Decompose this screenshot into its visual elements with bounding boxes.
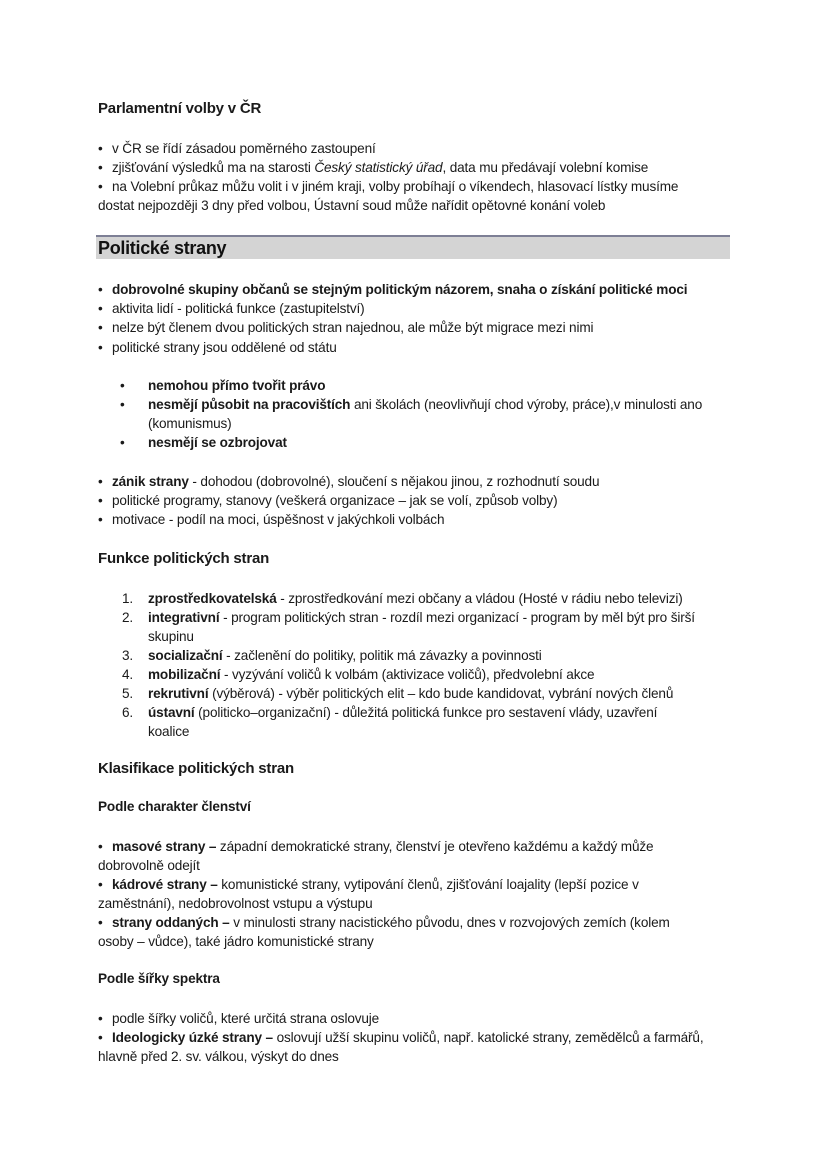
bullet-icon: • [120,378,125,393]
subheading-spectrum: Podle šířky spektra [98,971,220,986]
list-item [98,1028,703,1047]
list-item [98,280,687,299]
bullet-icon: • [120,397,125,412]
item-bold: masové strany – [112,839,217,854]
item-bold: nesmějí se ozbrojovat [148,435,287,450]
item-text: na Volební průkaz můžu volit i v jiném kraji, volby probíhají o víkendech, hlasovací lístky musíme [112,179,679,194]
list-item: • politické programy, stanovy (veškerá organizace – jak se volí, způsob volby) [98,491,557,510]
item-bold: nesmějí působit na pracovištích [148,397,351,412]
item-number: 5. [122,686,134,701]
item-text: - vyzývání voličů k volbám (aktivizace voličů), předvolební akce [220,667,595,682]
item-text: (výběrová) - výběr politických elit – kdo bude kandidovat, vybrání nových členů [208,686,674,701]
list-item [98,875,639,894]
list-item-continuation: zaměstnání), nedobrovolnost vstupu a výstupu [98,896,373,911]
list-item [98,837,653,856]
item-text: ani školách (neovlivňují chod výroby, práce),v minulosti ano [350,397,703,412]
item-bold: dobrovolné skupiny občanů se stejným politickým názorem, snaha o získání politické moci [112,282,688,297]
item-bold: kádrové strany – [112,877,218,892]
item-bold: zprostředkovatelská [148,591,277,606]
item-text: v minulosti strany nacistického původu, dnes v rozvojových zemích (kolem [229,915,670,930]
item-text: - začlenění do politiky, politik má závazky a povinnosti [222,648,542,663]
item-bold: mobilizační [148,667,221,682]
item-text: - program politických stran - rozdíl mezi organizací - program by měl být pro širší [219,610,695,625]
item-italic: Český statistický úřad [314,160,443,175]
item-text: komunistické strany, vytipování členů, zjišťování loajality (lepší pozice v [217,877,639,892]
heading-political-parties: Politické strany [98,238,227,258]
list-item [98,139,376,158]
numbered-item [122,589,683,608]
heading-parliamentary-elections: Parlamentní volby v ČR [98,100,262,117]
bullet-icon: • [120,435,125,450]
item-number: 4. [122,667,134,682]
item-text: - dohodou (dobrovolné), sloučení s nějakou jinou, z rozhodnutí soudu [188,474,600,489]
item-number: 1. [122,591,134,606]
item-bold: strany oddaných – [112,915,230,930]
item-bold: zánik strany [112,474,189,489]
numbered-item [122,646,542,665]
sub-list-item [120,395,702,414]
item-bold: nemohou přímo tvořit právo [148,378,326,393]
list-item [98,913,670,932]
numbered-item [122,665,594,684]
list-item: • nelze být členem dvou politických stran najednou, ale může být migrace mezi nimi [98,318,593,337]
numbered-item [122,608,695,627]
section-heading-band [96,235,730,259]
list-item: • podle šířky voličů, které určitá strana oslovuje [98,1009,379,1028]
numbered-item [122,703,657,722]
item-bold: socializační [148,648,223,663]
list-item: • aktivita lidí - politická funkce (zastupitelství) [98,299,365,318]
item-text: západní demokratické strany, členství je otevřeno každému a každý může [216,839,654,854]
list-item-continuation: osoby – vůdce), také jádro komunistické strany [98,934,374,949]
item-bold: Ideologicky úzké strany – [112,1030,273,1045]
item-text: v ČR se řídí zásadou poměrného zastoupení [112,141,376,156]
item-bold: rekrutivní [148,686,209,701]
heading-party-functions: Funkce politických stran [98,550,270,567]
sub-list-item-continuation: (komunismus) [148,416,232,431]
list-item [98,177,678,196]
item-text: , data mu předávají volební komise [442,160,649,175]
numbered-item [122,684,673,703]
item-text: oslovují užší skupinu voličů, např. katolické strany, zemědělců a farmářů, [272,1030,704,1045]
item-bold: ústavní [148,705,195,720]
list-item: • motivace - podíl na moci, úspěšnost v jakýchkoli volbách [98,510,444,529]
list-item [98,472,599,491]
item-bold: integrativní [148,610,220,625]
numbered-item-continuation: skupinu [148,629,194,644]
list-item-continuation: dobrovolně odejít [98,858,200,873]
list-item-continuation: dostat nejpozději 3 dny před volbou, Ústavní soud může nařídit opětovné konání voleb [98,198,606,213]
item-text: (politicko–organizační) - důležitá politická funkce pro sestavení vlády, uzavření [194,705,658,720]
numbered-item-continuation: koalice [148,724,190,739]
item-text: zjišťování výsledků ma na starosti [112,160,315,175]
list-item: • politické strany jsou oddělené od státu [98,338,337,357]
item-number: 3. [122,648,134,663]
item-text: - zprostředkování mezi občany a vládou (Hosté v rádiu nebo televizi) [276,591,683,606]
list-item [98,158,648,177]
subheading-membership: Podle charakter členství [98,799,251,814]
item-number: 6. [122,705,134,720]
item-number: 2. [122,610,134,625]
sub-list-item [120,433,287,452]
list-item-continuation: hlavně před 2. sv. válkou, výskyt do dnes [98,1049,339,1064]
heading-party-classification: Klasifikace politických stran [98,760,294,777]
sub-list-item [120,376,325,395]
